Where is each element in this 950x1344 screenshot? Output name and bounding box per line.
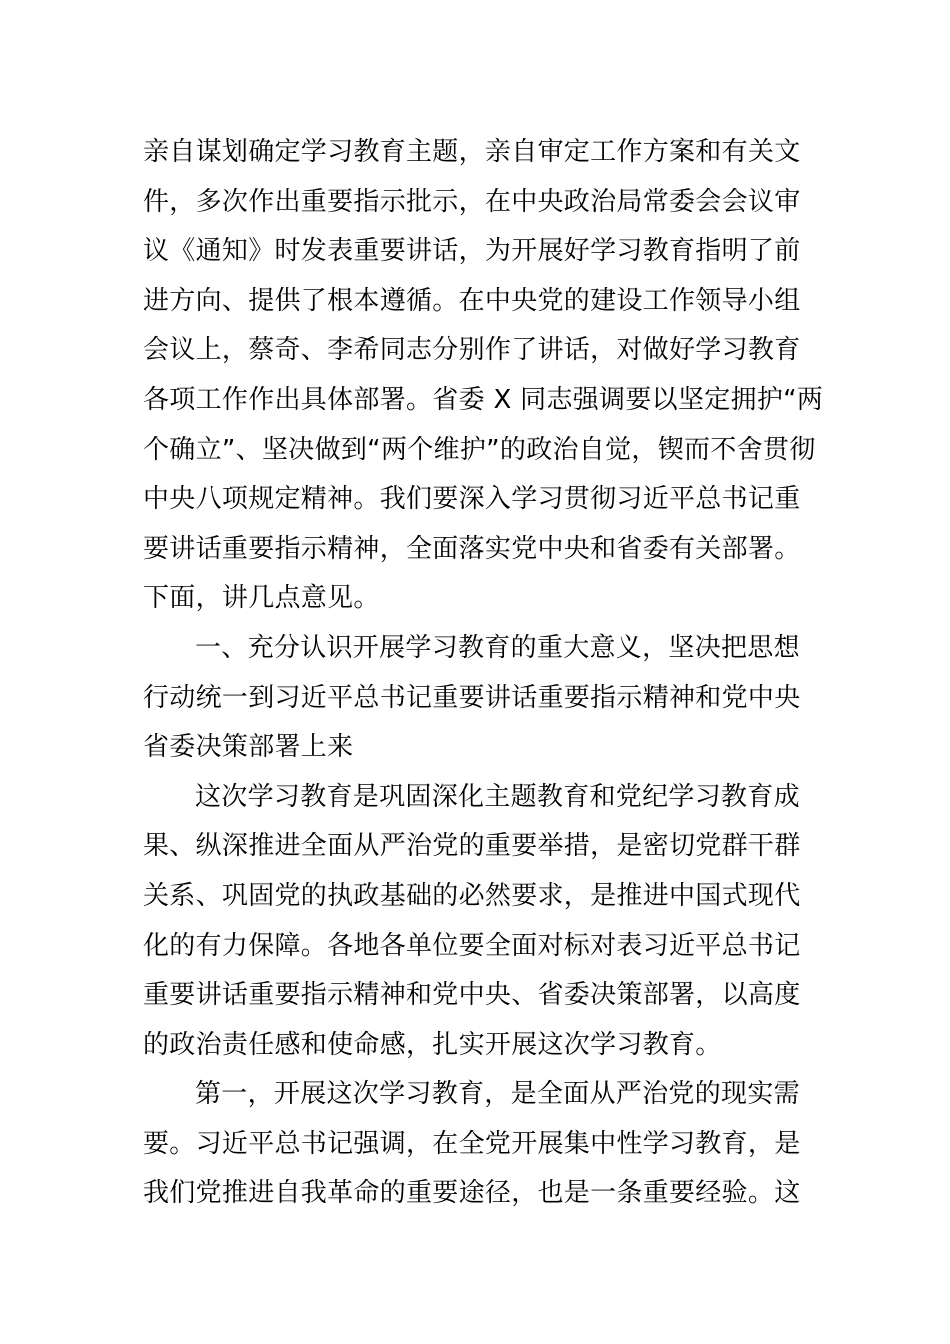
text-line: 要。习近平总书记强调，在全党开展集中性学习教育，是	[143, 1128, 801, 1159]
section-heading-line: 一、充分认识开展学习教育的重大意义，坚决把思想	[195, 632, 800, 663]
text-line: 要讲话重要指示精神，全面落实党中央和省委有关部署。	[143, 533, 801, 564]
section-heading-line: 行动统一到习近平总书记重要讲话重要指示精神和党中央	[143, 682, 801, 713]
text-line: 各项工作作出具体部署。省委 X 同志强调要以坚定拥护“两	[143, 384, 824, 415]
text-line: 进方向、提供了根本遵循。在中央党的建设工作领导小组	[143, 285, 801, 316]
text-line: 果、纵深推进全面从严治党的重要举措，是密切党群干群	[143, 831, 801, 862]
text-line: 第一，开展这次学习教育，是全面从严治党的现实需	[195, 1079, 800, 1110]
text-line: 下面，讲几点意见。	[143, 583, 380, 614]
text-line: 这次学习教育是巩固深化主题教育和党纪学习教育成	[195, 781, 800, 812]
text-line: 的政治责任感和使命感，扎实开展这次学习教育。	[143, 1029, 722, 1060]
text-line: 个确立”、坚决做到“两个维护”的政治自觉，锲而不舍贯彻	[143, 434, 816, 465]
text-line: 我们党推进自我革命的重要途径，也是一条重要经验。这	[143, 1178, 801, 1209]
text-line: 化的有力保障。各地各单位要全面对标对表习近平总书记	[143, 930, 801, 961]
section-heading-line: 省委决策部署上来	[143, 732, 354, 763]
document-body	[143, 128, 824, 1219]
text-line: 会议上，蔡奇、李希同志分别作了讲话，对做好学习教育	[143, 335, 801, 366]
text-line: 关系、巩固党的执政基础的必然要求，是推进中国式现代	[143, 880, 801, 911]
text-line: 亲自谋划确定学习教育主题，亲自审定工作方案和有关文	[143, 137, 801, 167]
text-line: 件，多次作出重要指示批示，在中央政治局常委会会议审	[143, 186, 801, 217]
text-line: 重要讲话重要指示精神和党中央、省委决策部署，以高度	[143, 980, 801, 1011]
text-line: 中央八项规定精神。我们要深入学习贯彻习近平总书记重	[143, 484, 801, 515]
text-line: 议《通知》时发表重要讲话，为开展好学习教育指明了前	[143, 236, 801, 267]
